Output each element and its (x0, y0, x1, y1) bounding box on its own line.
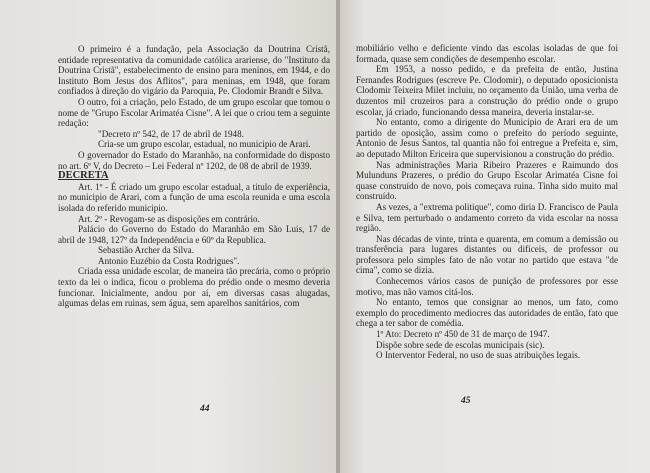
paragraph: Palácio do Governo do Estado do Maranhão em São Luis, 17 de abril de 1948, 127º da Independência e 60º da Republica. (58, 224, 330, 245)
paragraph: O governador do Estado do Maranhão, na conformidade do disposto no art. 6º V, do Decreto – Lei Federal nº 1202, de 08 de abril de 1939. (58, 149, 330, 171)
paragraph: Dispõe sobre sede de escolas municipais (sic). (376, 339, 545, 350)
paragraph: O primeiro é a fundação, pela Associação da Doutrina Cristã, entidade representativa da comunidade católica arariense, do "Instituto da Doutrina Cristã", estabelecimento de ensino para meninos, em 1944, e do Instituto Bom Jesus dos Aflitos", para meninas, em 1948, que foram confiados à direção do vigário da Paroquia, Pe. Clodomir Brandt e Silva. (58, 44, 330, 97)
paragraph: O outro, foi a criação, pelo Estado, de um grupo escolar que tomou o nome de "Grupo Escolar Arimatéa Cisne". A lei que o criou tem a seguinte redação: (58, 96, 330, 129)
paragraph: mobiliário velho e deficiente vindo das escolas isoladas de que foi formada, quase sem condições de desempenho escolar. (356, 43, 618, 64)
right-page-text (356, 43, 618, 361)
paragraph: No entanto, como a dirigente do Município de Arari era de um partido de oposição, assim como o prefeito do período seguinte, Antonio de Jesus Santos, tal quantia não foi entregue a Prefeita e, sim, ao deputado Milton Ericeira que supervisionou a construção do prédio. (356, 117, 618, 159)
page-number: 45 (461, 396, 471, 406)
paragraph: No entanto, temos que consignar ao menos, um fato, como exemplo do procedimento mediocres das autoridades de então, fato que chega a ter sabor de comédia. (356, 297, 618, 329)
right-page (340, 0, 650, 473)
paragraph: As vezes, a "extrema politique", como diria D. Francisco de Paula e Silva, tem perturbado o andamento correto da vida escolar na nossa região. (356, 201, 618, 234)
paragraph: Nas administrações Maria Ribeiro Prazeres e Raimundo dos Mulunduns Prazeres, o prédio do Grupo Escolar Arimatéa Cisne foi quase construído de novo, pois começava ruina. Tinha sido muito mal construído. (356, 159, 618, 202)
paragraph: Art. 1º - É criado um grupo escolar estadual, a titulo de experiência, no municipio de Arari, com a função de uma escola reunida e uma escola isolada do referido municipio. (58, 181, 330, 213)
paragraph: 1º Ato: Decreto nº 450 de 31 de março de 1947. (376, 329, 550, 340)
paragraph: Art. 2º - Revogam-se as disposições em contrário. (78, 213, 260, 224)
decree-quote-line: "Decreto nº 542, de 17 de abril de 1948. (98, 128, 244, 139)
paragraph: Nas décadas de vinte, trinta e quarenta, em comum a demissão ou transferência para lugares distantes ou dificeis, de professor ou professora pelo simples fato de não votar no partido que estava "de cima", como se dizia. (356, 233, 618, 276)
signature-line: Antonio Euzébio da Costa Rodrigues". (98, 255, 240, 266)
decreta-heading: DECRETA (58, 170, 109, 182)
left-page-text (58, 44, 330, 309)
paragraph: Criada essa unidade escolar, de maneira tão precária, como o próprio texto da lei o indica, ficou o problema do prédio onde o mesmo deveria funcionar. Inicialmente, andou por aí, em diversas casas alugadas, algumas delas em ruinas, sem água, sem aparelhos sanitários, com (58, 266, 330, 309)
paragraph: Em 1953, a nosso pedido, e da prefeita de então, Justina Fernandes Rodrigues (escreve Pe. Clodomir), o deputado oposicionista Clodomir Teixeira Milet incluiu, no orçamento da União, uma verba de duzentos mil cruzeiros para a construção do prédio onde o grupo escolar, já criado, funcionando dessa maneira, deveria instalar-se. (356, 64, 618, 117)
page-number: 44 (200, 404, 210, 414)
decree-quote-line: Cria-se um grupo escolar, estadual, no municipio de Arari. (98, 139, 311, 150)
signature-line: Sebastião Archer da Silva. (98, 245, 194, 256)
paragraph: O Interventor Federal, no uso de suas atribuições legais. (376, 350, 581, 361)
paragraph: Conhecemos vários casos de punição de professores por esse motivo, mas não vamos citá-los. (356, 276, 618, 297)
